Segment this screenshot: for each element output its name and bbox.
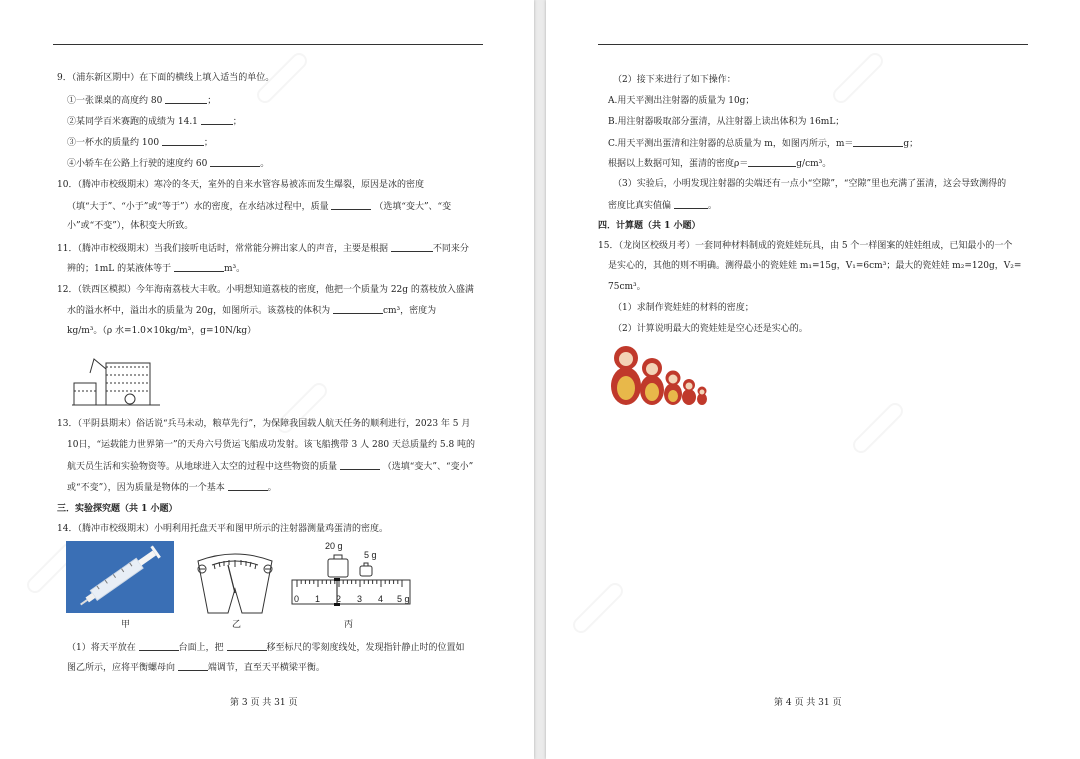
tick-label: 0: [294, 594, 300, 604]
q11-line-1: 11．（腾冲市校级期末）当我们接听电话时，常常能分辨出家人的声音，主要是根据 不同来分: [57, 244, 469, 254]
answer-blank[interactable]: [748, 157, 796, 167]
step-b: B.用注射器吸取部分蛋清，从注射器上读出体积为 16mL；: [608, 117, 845, 127]
q13-line-4: 或“不变”），因为质量是物体的一个基本 。: [67, 483, 277, 493]
tick-label: 1: [315, 594, 321, 604]
q15-part2: （2）计算说明最大的瓷娃娃是空心还是实心的。: [613, 324, 808, 334]
q13-line-2: 10日，“运载能力世界第一”的天舟六号货运飞船成功发射。该飞船携带 3 人 280 天总质量约 5.8 吨的: [67, 440, 476, 450]
q15-line-2: 是实心的，其他的则不明确。测得最小的瓷娃娃 m₁=15g，V₁=6cm³；最大的瓷娃娃 m₂=120g，V₂=: [608, 261, 1022, 271]
answer-blank[interactable]: [853, 137, 903, 147]
tick-label: 3: [357, 594, 363, 604]
answer-blank[interactable]: [391, 242, 433, 252]
q14-part3-line-2: 密度比真实值偏 。: [608, 201, 717, 211]
watermark: [830, 50, 887, 107]
answer-blank[interactable]: [227, 641, 267, 651]
syringe-photo: [66, 541, 174, 613]
q14-part1-line-2: 图乙所示，应将平衡螺母向 端调节，直至天平横梁平衡。: [67, 663, 325, 673]
q14-part1-line-1: （1）将天平放在 台面上，把 移至标尺的零刻度线处，发现指针静止时的位置如: [67, 643, 465, 653]
weight-5g-label: 5 g: [364, 550, 377, 560]
q9-item-1: ①一张课桌的高度约 80 ；: [67, 96, 217, 106]
q10-line-3: 小”或“不变”），体积变大所致。: [67, 221, 194, 231]
header-rule: [598, 44, 1028, 45]
watermark: [570, 580, 627, 637]
q10-line-2: （填“大于”、“小于”或“等于”）水的密度，在水结冰过程中，质量 （选填“变大”、“变: [67, 202, 452, 212]
page-3: [0, 0, 534, 759]
watermark: [850, 400, 907, 457]
header-rule: [53, 44, 483, 45]
overflow-cup-figure: [70, 345, 162, 407]
answer-blank[interactable]: [165, 94, 207, 104]
fig-label-bing: 丙: [344, 620, 354, 630]
weight-20g-label: 20 g: [325, 541, 343, 551]
density-line: 根据以上数据可知，蛋清的密度ρ＝ g/cm³。: [608, 159, 832, 169]
q15-part1: （1）求制作瓷娃娃的材料的密度；: [613, 303, 754, 313]
page-footer: 第 4 页 共 31 页: [774, 698, 842, 708]
tick-label: 5 g: [397, 594, 410, 604]
section-4-heading: 四．计算题（共 1 小题）: [598, 221, 701, 231]
q13-line-3: 航天员生活和实验物资等。从地球进入太空的过程中这些物资的质量 （选填“变大”、“变小”: [67, 462, 474, 472]
q13-line-1: 13．（平阴县期末）俗话说“兵马未动，粮草先行”，为保障我国载人航天任务的顺利进行，2023 年 5 月: [57, 419, 471, 429]
q9-item-2: ②某同学百米赛跑的成绩为 14.1 ；: [67, 117, 242, 127]
step-c: C.用天平测出蛋清和注射器的总质量为 m，如图丙所示，m＝ g；: [608, 139, 919, 149]
answer-blank[interactable]: [674, 199, 708, 209]
q14-stem: 14．（腾冲市校级期末）小明利用托盘天平和图甲所示的注射器测量鸡蛋清的密度。: [57, 524, 388, 534]
q9-item-4: ④小轿车在公路上行驶的速度约 60 。: [67, 159, 270, 169]
answer-blank[interactable]: [228, 481, 268, 491]
fig-label-jia: 甲: [121, 620, 131, 630]
q11-line-2: 辨的；1mL 的某液体等于 m³。: [67, 264, 246, 274]
q14-part3-line-1: （3）实验后，小明发现注射器的尖端还有一点小“空隙”，“空隙”里也充满了蛋清，这会导致测得的: [613, 179, 1007, 189]
fig-label-yi: 乙: [232, 620, 242, 630]
answer-blank[interactable]: [333, 304, 383, 314]
page-footer: 第 3 页 共 31 页: [230, 698, 298, 708]
answer-blank[interactable]: [162, 136, 204, 146]
step-a: A.用天平测出注射器的质量为 10g；: [608, 96, 755, 106]
q12-line-1: 12．（铁西区模拟）今年海南荔枝大丰收。小明想知道荔枝的密度，他把一个质量为 22g 的荔枝放入盛满: [57, 285, 474, 295]
q10-line-1: 10．（腾冲市校级期末）寒冷的冬天，室外的自来水管容易被冻而发生爆裂，原因是冰的密度: [57, 180, 424, 190]
q9-title: 9．（浦东新区期中）在下面的横线上填入适当的单位。: [57, 73, 275, 83]
tick-label: 4: [378, 594, 384, 604]
answer-blank[interactable]: [139, 641, 179, 651]
answer-blank[interactable]: [210, 157, 260, 167]
answer-blank[interactable]: [178, 661, 208, 671]
answer-blank[interactable]: [340, 460, 380, 470]
q12-line-2: 水的溢水杯中，溢出水的质量为 20g，如图所示。该荔枝的体积为 cm³，密度为: [67, 306, 437, 316]
q9-item-3: ③一杯水的质量约 100 ；: [67, 138, 213, 148]
answer-blank[interactable]: [331, 200, 371, 210]
q15-line-3: 75cm³。: [608, 282, 646, 292]
tick-label: 2: [336, 594, 342, 604]
page-4: [546, 0, 1080, 759]
q14-part2-intro: （2）接下来进行了如下操作：: [613, 75, 736, 85]
answer-blank[interactable]: [174, 262, 224, 272]
q15-line-1: 15．（龙岗区校级月考）一套同种材料制成的瓷娃娃玩具，由 5 个一样图案的娃娃组成，已知最小的一个: [598, 241, 1013, 251]
section-3-heading: 三．实验探究题（共 1 小题）: [57, 504, 178, 514]
answer-blank[interactable]: [201, 115, 233, 125]
scale-tick-labels: [290, 594, 412, 606]
balance-pointer-figure: [192, 549, 278, 615]
nesting-dolls-image: [608, 338, 710, 406]
q12-line-3: kg/m³。（ρ 水=1.0×10kg/m³，g=10N/kg）: [67, 326, 257, 336]
